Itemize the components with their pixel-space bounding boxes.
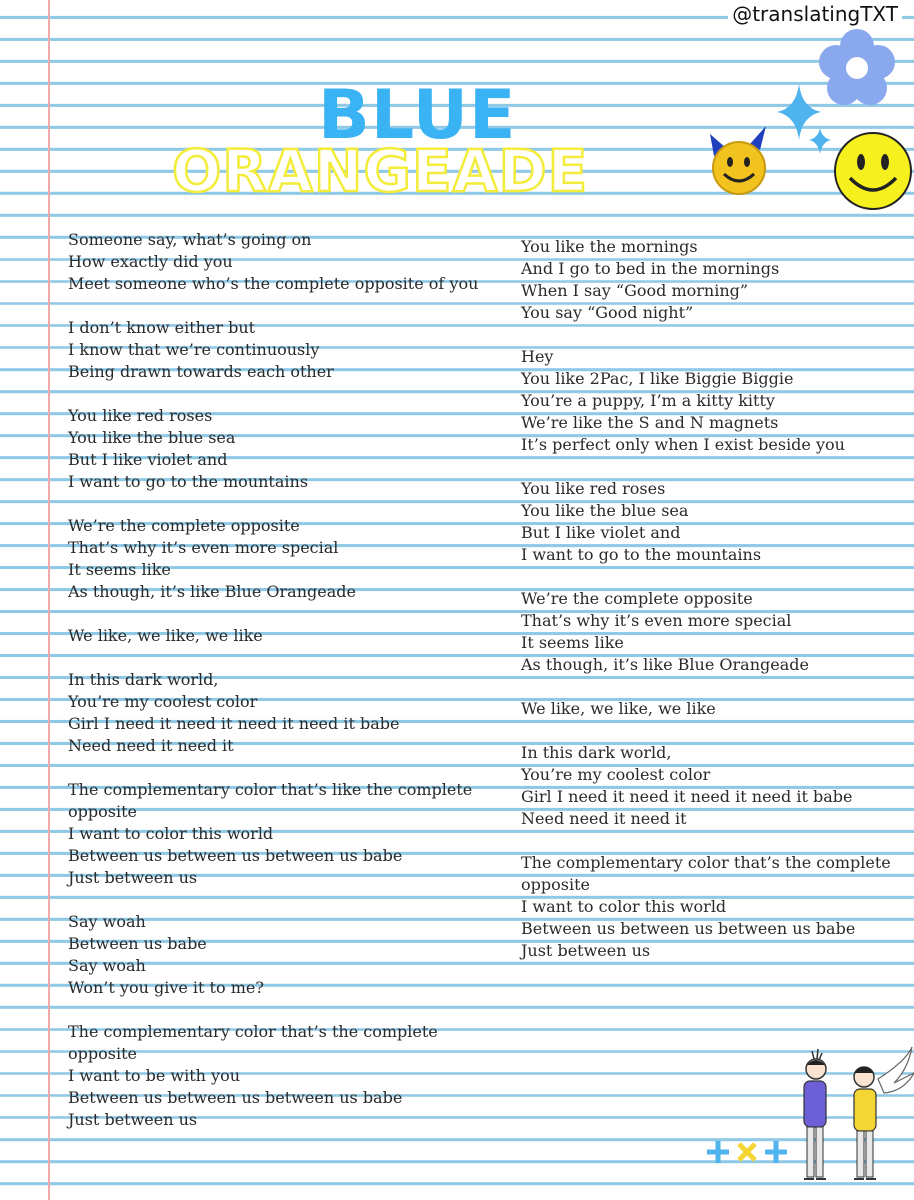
lyric-stanza	[68, 229, 488, 295]
lyric-line: Say woah	[68, 912, 146, 931]
lyric-stanza	[68, 779, 488, 889]
txt-logo-icon	[704, 1138, 790, 1166]
lyric-stanza	[521, 236, 901, 324]
title-line-1: BLUE	[318, 76, 517, 155]
lyric-stanza	[68, 405, 488, 493]
lyric-stanza	[68, 625, 488, 647]
lyric-line: Someone say, what’s going on	[68, 230, 312, 249]
lyric-line: The complementary color that’s like the complete opposite	[68, 780, 473, 821]
lyric-line: Say woah	[68, 956, 146, 975]
lyric-line: In this dark world,	[68, 670, 219, 689]
lyric-stanza	[521, 478, 901, 566]
lyric-line: I want to be with you	[68, 1066, 241, 1085]
lyric-line: In this dark world,	[521, 743, 672, 762]
lyric-line: Between us between us between us babe	[521, 919, 856, 938]
lyric-line: You like 2Pac, I like Biggie Biggie	[521, 369, 794, 388]
lyric-line: We’re the complete opposite	[68, 516, 300, 535]
lyric-stanza	[521, 698, 901, 720]
lyric-line: But I like violet and	[68, 450, 228, 469]
lyric-line: You’re my coolest color	[521, 765, 711, 784]
lyric-line: And I go to bed in the mornings	[521, 259, 780, 278]
lyric-line: We like, we like, we like	[521, 699, 716, 718]
lyric-line: How exactly did you	[68, 252, 233, 271]
lyric-line: As though, it’s like Blue Orangeade	[521, 655, 809, 674]
lyric-line: Just between us	[68, 868, 198, 887]
author-handle: @translatingTXT	[728, 2, 902, 26]
lyric-stanza	[521, 852, 901, 962]
lyric-line: You’re my coolest color	[68, 692, 258, 711]
lyric-line: It seems like	[521, 633, 624, 652]
lyric-stanza	[68, 669, 488, 757]
lyric-line: You say “Good night”	[521, 303, 694, 322]
lyrics-left-column	[68, 229, 488, 1153]
lyric-line: I know that we’re continuously	[68, 340, 320, 359]
lyric-stanza	[521, 742, 901, 830]
lyric-line: I want to go to the mountains	[68, 472, 309, 491]
lyric-line: It seems like	[68, 560, 171, 579]
lyric-line: Meet someone who’s the complete opposite of you	[68, 274, 479, 293]
lyrics-right-column	[521, 236, 901, 984]
sparkle-icon	[775, 82, 835, 158]
lyric-line: That’s why it’s even more special	[521, 611, 792, 630]
lyric-stanza	[521, 588, 901, 676]
title-line-2: ORANGEADE	[172, 137, 589, 205]
lyric-line: I want to color this world	[68, 824, 274, 843]
lyric-stanza	[68, 1021, 488, 1131]
lyric-line: Between us between us between us babe	[68, 1088, 403, 1107]
lyric-line: Hey	[521, 347, 554, 366]
lyric-line: Just between us	[68, 1110, 198, 1129]
lyric-line: You like red roses	[68, 406, 213, 425]
lyric-line: That’s why it’s even more special	[68, 538, 339, 557]
lyric-line: Girl I need it need it need it need it babe	[521, 787, 853, 806]
lyric-line: Between us between us between us babe	[68, 846, 403, 865]
lyric-line: You’re a puppy, I’m a kitty kitty	[521, 391, 775, 410]
lyric-line: Girl I need it need it need it need it babe	[68, 714, 400, 733]
smiley-icon	[832, 130, 914, 212]
lyric-line: We like, we like, we like	[68, 626, 263, 645]
lyric-line: I don’t know either but	[68, 318, 256, 337]
lyric-line: We’re the complete opposite	[521, 589, 753, 608]
boy-figures-illustration	[790, 1045, 914, 1195]
lyric-line: You like the blue sea	[68, 428, 236, 447]
lyric-line: Need need it need it	[521, 809, 687, 828]
notebook-margin-line	[48, 0, 50, 1200]
lyric-line: When I say “Good morning”	[521, 281, 749, 300]
lyric-line: Need need it need it	[68, 736, 234, 755]
lyric-line: You like red roses	[521, 479, 666, 498]
lyric-stanza	[68, 911, 488, 999]
lyric-line: I want to go to the mountains	[521, 545, 762, 564]
lyric-stanza	[68, 515, 488, 603]
lyric-line: But I like violet and	[521, 523, 681, 542]
lyric-line: You like the blue sea	[521, 501, 689, 520]
lyric-line: Between us babe	[68, 934, 207, 953]
lyric-line: We’re like the S and N magnets	[521, 413, 779, 432]
lyric-stanza	[521, 346, 901, 456]
lyric-line: It’s perfect only when I exist beside you	[521, 435, 845, 454]
lyric-line: Just between us	[521, 941, 651, 960]
lyric-stanza	[68, 317, 488, 383]
lyric-line: The complementary color that’s the complete opposite	[68, 1022, 438, 1063]
lyric-line: The complementary color that’s the complete opposite	[521, 853, 891, 894]
lyric-line: As though, it’s like Blue Orangeade	[68, 582, 356, 601]
lyric-line: Being drawn towards each other	[68, 362, 334, 381]
lyric-line: I want to color this world	[521, 897, 727, 916]
lyric-line: Won’t you give it to me?	[68, 978, 264, 997]
lyric-line: You like the mornings	[521, 237, 698, 256]
devil-smiley-icon	[704, 120, 774, 200]
